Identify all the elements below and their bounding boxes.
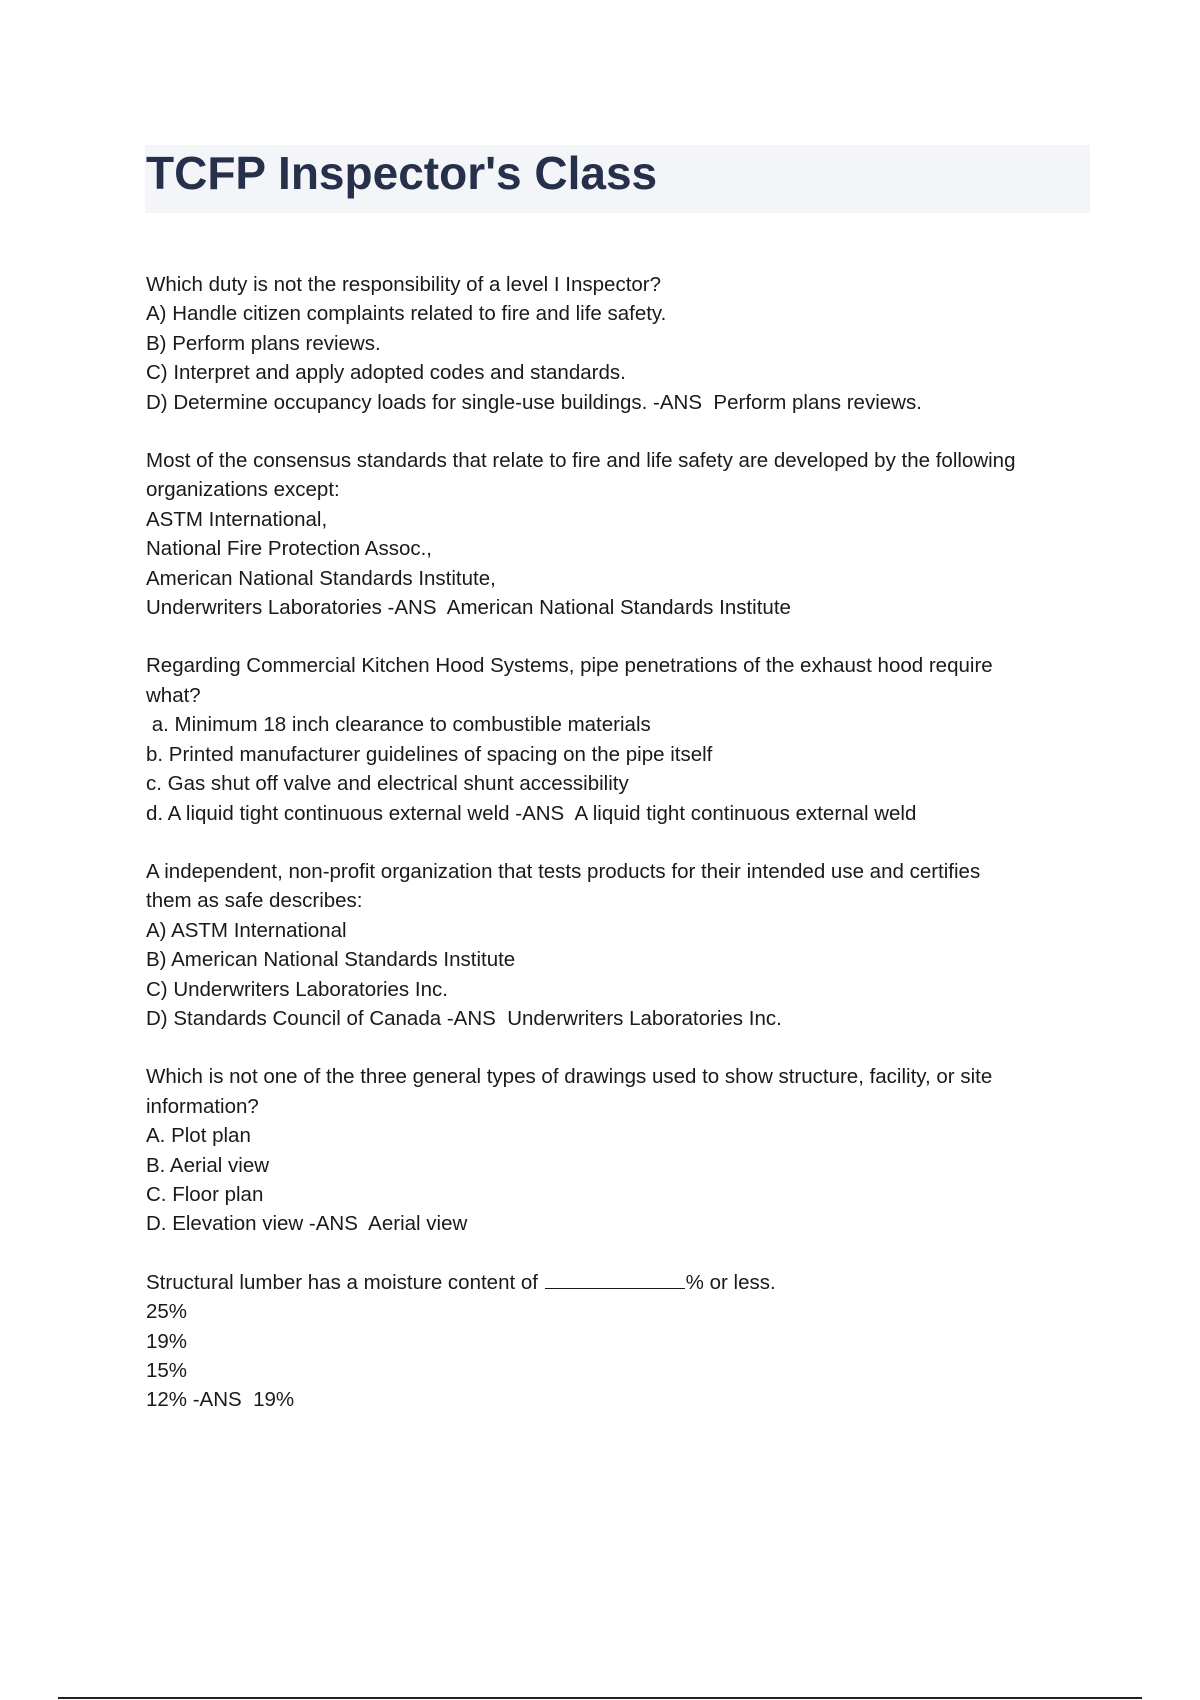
answer-option: C) Underwriters Laboratories Inc.: [146, 977, 448, 1001]
answer-option-with-answer: D) Determine occupancy loads for single-use buildings. -ANS Perform plans reviews.: [146, 390, 922, 414]
answer-option: 25%: [146, 1300, 188, 1324]
answer-option-with-answer: Underwriters Laboratories -ANS American National Standards Institute: [146, 596, 791, 620]
answer-option: A. Plot plan: [146, 1124, 251, 1148]
question-text: what?: [146, 683, 201, 707]
answer-option-with-answer: D. Elevation view -ANS Aerial view: [146, 1212, 468, 1236]
question-block: [146, 857, 1096, 1033]
question-text-end: % or less.: [685, 1270, 776, 1294]
question-text: Which duty is not the responsibility of a level I Inspector?: [146, 273, 662, 296]
question-block: [146, 446, 1096, 622]
question-text: information?: [146, 1094, 259, 1118]
question-text-start: Structural lumber has a moisture content of: [146, 1270, 544, 1294]
question-list: [146, 270, 1096, 1444]
answer-option: B) Perform plans reviews.: [146, 331, 381, 355]
question-text: organizations except:: [146, 478, 340, 502]
page-title: TCFP Inspector's Class: [146, 147, 658, 199]
question-block: [146, 651, 1096, 827]
question-text: [146, 1268, 1096, 1297]
question-text: A independent, non-profit organization that tests products for their intended use and certifies: [146, 859, 981, 883]
answer-option-with-answer: 12% -ANS 19%: [146, 1388, 295, 1412]
question-text: Most of the consensus standards that relate to fire and life safety are developed by the following: [146, 449, 1016, 473]
fill-in-blank: [545, 1268, 685, 1289]
answer-option: National Fire Protection Assoc.,: [146, 537, 432, 561]
answer-option: American National Standards Institute,: [146, 566, 496, 590]
answer-option-with-answer: d. A liquid tight continuous external weld -ANS A liquid tight continuous external weld: [146, 801, 917, 825]
answer-option: A) Handle citizen complaints related to fire and life safety.: [146, 302, 667, 326]
answer-option: A) ASTM International: [146, 918, 347, 942]
answer-option: 15%: [146, 1359, 188, 1382]
answer-option: a. Minimum 18 inch clearance to combustible materials: [146, 713, 651, 737]
question-block: [146, 1268, 1096, 1415]
answer-option: B. Aerial view: [146, 1153, 270, 1177]
answer-option: C. Floor plan: [146, 1182, 264, 1206]
answer-option: c. Gas shut off valve and electrical shunt accessibility: [146, 772, 629, 796]
footer-divider: [58, 1697, 1142, 1699]
question-text: Regarding Commercial Kitchen Hood Systems, pipe penetrations of the exhaust hood require: [146, 654, 993, 678]
answer-option: B) American National Standards Institute: [146, 948, 516, 972]
answer-option: ASTM International,: [146, 507, 328, 531]
question-block: [146, 270, 1096, 417]
answer-option-with-answer: D) Standards Council of Canada -ANS Underwriters Laboratories Inc.: [146, 1006, 782, 1030]
question-block: [146, 1062, 1096, 1238]
answer-option: C) Interpret and apply adopted codes and standards.: [146, 361, 626, 385]
answer-option: 19%: [146, 1329, 188, 1353]
question-text: them as safe describes:: [146, 889, 363, 913]
question-text: Which is not one of the three general types of drawings used to show structure, facility, or site: [146, 1065, 993, 1089]
answer-option: b. Printed manufacturer guidelines of spacing on the pipe itself: [146, 742, 713, 766]
